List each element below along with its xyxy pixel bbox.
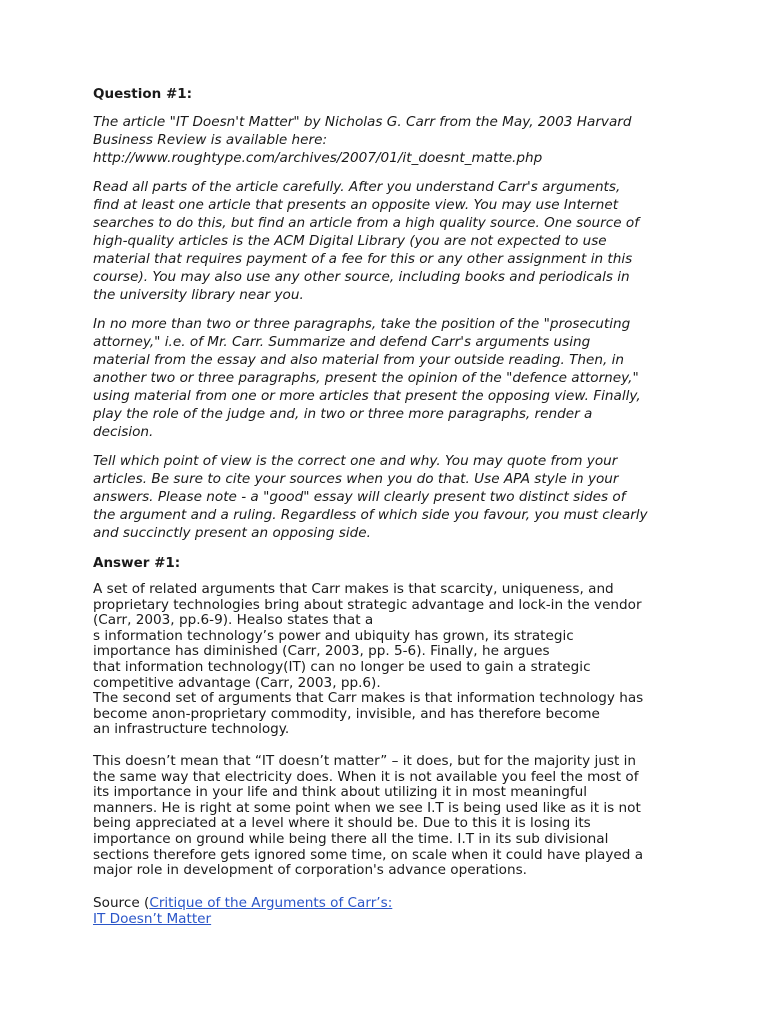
question-heading: Question #1: [93,86,193,102]
paragraph-gap [93,738,683,754]
source-prefix: Source ( [93,894,150,911]
question-paragraph-2: Read all parts of the article carefully. After you understand Carr's arguments, find at least one article that presents an opposite view. You may use Internet searches to do this, but find an article from a high quality source. One source of high-quality articles is the ACM Digital Library (you are not expected to use material that requires payment of a fee for this or any other assignment in this course). You may also use any other source, including books and periodicals in the university library near you. [93,179,640,303]
source-link-line-2[interactable]: IT Doesn’t Matter [93,910,212,927]
source-link-line-1[interactable]: Critique of the Arguments of Carr’s: [149,894,393,911]
document-page [93,84,683,927]
question-paragraph-4: Tell which point of view is the correct one and why. You may quote from your articles. Be sure to cite your sources when you do that. Use APA style in your answers. Please note - a "good" essay will clearly present two distinct sides of the argument and a ruling. Regardless of which side you favour, you must clearly and succinctly present an opposing side. [93,453,648,541]
answer-paragraph-1: A set of related arguments that Carr makes is that scarcity, uniqueness, and proprietary technologies bring about strategic advantage and lock-in the vendor (Carr, 2003, pp.6-9). Healso states that a s information technology’s power and ubiquity has grown, its strategic importance has diminished (Carr, 2003, pp. 5-6). Finally, he argues that information technology(IT) can no longer be used to gain a strategic competitive advantage (Carr, 2003, pp.6). The second set of arguments that Carr makes is that information technology has become anon-proprietary commodity, invisible, and has therefore become an infrastructure technology. [93,581,644,738]
answer-heading: Answer #1: [93,555,181,571]
source-citation [93,895,683,927]
question-paragraph-3: In no more than two or three paragraphs, take the position of the "prosecuting attorney," i.e. of Mr. Carr. Summarize and defend Carr's arguments using material from the essay and also material from your outside reading. Then, in another two or three paragraphs, present the opinion of the "defence attorney," using material from one or more articles that present the opposing view. Finally, play the role of the judge and, in two or three more paragraphs, render a decision. [93,316,641,440]
answer-paragraph-2: This doesn’t mean that “IT doesn’t matter” – it does, but for the majority just in the same way that electricity does. When it is not available you feel the most of its importance in your life and think about utilizing it in most meaningful manners. He is right at some point when we see I.T is being used like as it is not being appreciated at a level where it should be. Due to this it is losing its importance on ground while being there all the time. I.T in its sub divisional sections therefore gets ignored some time, on scale when it could have played a major role in development of corporation's advance operations. [93,752,644,879]
question-paragraph-1: The article "IT Doesn't Matter" by Nicholas G. Carr from the May, 2003 Harvard Business Review is available here: http://www.roughtype.com/archives/2007/01/it_doesnt_matte.php [93,114,632,166]
paragraph-gap [93,879,683,895]
